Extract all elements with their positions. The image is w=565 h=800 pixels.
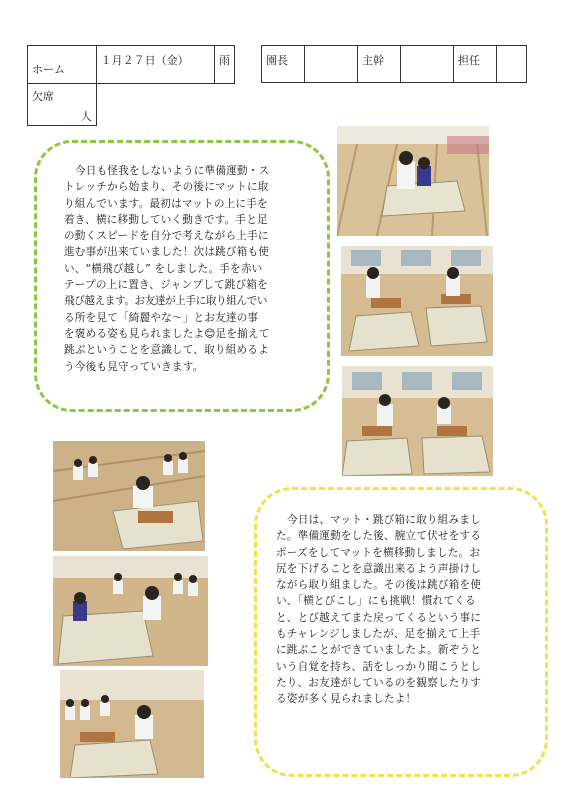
absent-label: 欠席 (32, 90, 54, 103)
text-line: ながら取り組ました。その後は跳び箱を使 (276, 579, 482, 592)
text-line: と、とび越えてまた戻ってくるという事に (276, 611, 482, 624)
weather-text: 雨 (219, 54, 230, 67)
text-line: 進む事が出来ていました！次は跳び箱も使 (64, 246, 270, 259)
text-line: 飛び越えます。お友達が上手に取り組んでい (64, 295, 268, 308)
gym-photo-1 (337, 126, 489, 236)
text-line: たり、お友達がしているのを観察したりす (276, 676, 482, 689)
text-line: う今後も見守っていきます。 (64, 360, 204, 373)
class-label: ホーム (32, 63, 65, 76)
text-line: いう自覚を持ち、話をしっかり聞こうとし (276, 660, 482, 673)
date-cell (96, 46, 214, 84)
approval-chief-label: 主幹 (358, 46, 401, 83)
text-line: 今日も怪我をしないように準備運動・ス (75, 165, 270, 177)
approval-teacher-label: 担任 (454, 46, 497, 83)
report-text-2 (276, 512, 481, 708)
text-line: の動くスピードを自分で考えながら上手に (64, 230, 269, 243)
text-line: トレッチから始まり、その後にマットに取 (64, 181, 269, 194)
text-line: 尻を下げることを意識出来るよう声掛けし (276, 562, 482, 575)
absent-unit: 人 (80, 110, 92, 123)
gym-photo-4 (53, 441, 205, 551)
report-text-1 (64, 163, 270, 375)
gym-photo-3 (342, 366, 493, 476)
weather-cell (215, 46, 235, 84)
date-text: １月２７日（金） (100, 54, 189, 67)
text-line: る所を見て「綺麗やな〜」とお友達の事 (64, 311, 259, 324)
absent-cell (28, 84, 97, 126)
approval-principal-stamp (305, 46, 358, 83)
text-line: い、「横とびこし」にも挑戦！慣れてくる (276, 595, 476, 608)
text-line: に跳ぶことができていましたよ。新ぞうと (276, 644, 482, 657)
text-line: もチャレンジしましたが、足を揃えて上手 (276, 628, 481, 641)
class-label-cell (28, 46, 97, 84)
text-line: た。準備運動をした後、腕立て伏せをする (276, 530, 482, 543)
text-line: を褒める姿も見られましたよ😊足を揃えて (64, 327, 270, 340)
text-line: い、“横飛び越し” をしました。手を赤い (64, 262, 263, 275)
gym-photo-6 (60, 670, 204, 778)
text-line: る姿が多く見られましたよ！ (276, 693, 417, 706)
gym-photo-5 (53, 556, 208, 666)
text-line: ポーズをしてマットを横移動しました。お (276, 546, 481, 559)
text-line: 今日は、マット・跳び箱に取り組みまし (287, 514, 481, 526)
gym-photo-2 (341, 246, 493, 356)
text-line: 跳ぶということを意識して、取り組めるよ (64, 344, 269, 357)
approval-teacher-stamp (497, 46, 527, 83)
approval-table (261, 45, 527, 83)
approval-chief-stamp (401, 46, 454, 83)
text-line: テープの上に置き、ジャンプして跳び箱を (64, 279, 268, 292)
header-table (27, 45, 235, 126)
approval-principal-label: 園長 (262, 46, 305, 83)
text-line: り組んでいます。最初はマットの上に手を (64, 197, 268, 210)
text-line: 着き、横に移動していく動きです。手と足 (64, 213, 268, 226)
